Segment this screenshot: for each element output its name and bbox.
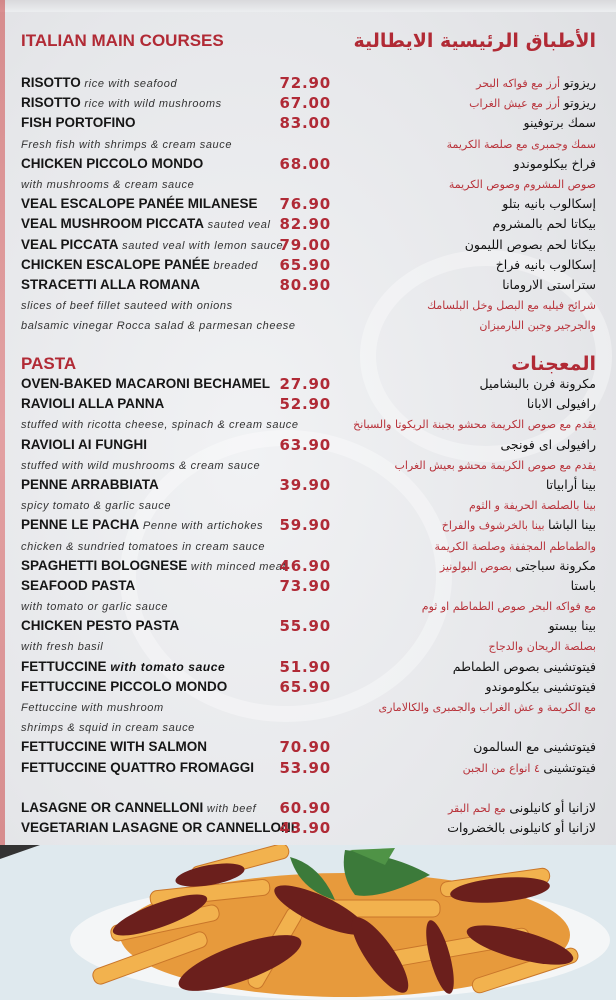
- item-price: 60.90: [279, 798, 331, 817]
- menu-item-row-ar: [316, 194, 596, 214]
- item-name: STRACETTI ALLA ROMANA: [21, 276, 200, 292]
- item-description: Penne with artichokes: [139, 520, 264, 533]
- item-name-ar: لازانيا أو كانيلونى بالخضروات: [447, 819, 596, 835]
- menu-item-row: [21, 255, 331, 275]
- menu-item-row: [21, 414, 331, 434]
- menu-item-row: [21, 536, 331, 556]
- item-description-ar: ٤ انواع من الجبن: [462, 761, 544, 775]
- menu-item-row: [21, 697, 331, 717]
- item-description: chicken & sundried tomatoes in cream sauce: [21, 540, 266, 553]
- section-title-pasta: PASTA: [21, 354, 77, 373]
- item-name: RISOTTO: [21, 75, 81, 90]
- item-name: OVEN-BAKED MACARONI BECHAMEL: [21, 376, 270, 391]
- item-price: 52.90: [279, 395, 331, 414]
- item-price: 82.90: [279, 215, 331, 234]
- item-name: VEAL ESCALOPE PANÉE MILANESE: [21, 196, 258, 212]
- menu-item-row: [21, 515, 331, 535]
- item-price: 59.90: [279, 516, 331, 535]
- menu-item-row-ar: [316, 576, 596, 596]
- menu-item-row-ar: [316, 556, 596, 576]
- item-name: CHICKEN PESTO PASTA: [21, 618, 180, 634]
- item-name-ar: سمك برتوفينو: [523, 115, 596, 131]
- lasagne-list-en: [21, 798, 331, 838]
- item-price: 73.90: [279, 576, 331, 595]
- item-name: FETTUCCINE QUATTRO FROMAGGI: [21, 759, 254, 775]
- item-name: SEAFOOD PASTA: [21, 577, 136, 593]
- menu-item-row: [21, 295, 331, 315]
- item-price: 65.90: [279, 255, 331, 274]
- menu-item-row: [21, 93, 331, 113]
- pasta-en: [21, 354, 331, 838]
- menu-item-row-ar: [316, 455, 596, 475]
- item-description: with minced meat: [187, 560, 287, 573]
- menu-item-row: [21, 556, 331, 576]
- menu-item-row-ar: [316, 93, 596, 113]
- menu-item-row-ar: [316, 214, 596, 234]
- section-title-pasta-ar: المعجنات: [511, 353, 596, 375]
- menu-item-row: [21, 134, 331, 154]
- menu-item-row-ar: [316, 275, 596, 295]
- item-name-ar: ريزوتو: [563, 75, 596, 90]
- item-price: 51.90: [279, 657, 331, 676]
- item-name-ar: لازانيا أو كانيلونى: [509, 799, 596, 815]
- item-description: spicy tomato & garlic sauce: [21, 500, 172, 513]
- item-name-ar: رافيولى اى فونجى: [500, 436, 596, 452]
- item-description: rice with seafood: [80, 78, 178, 90]
- item-name-ar: رافيولى الابانا: [526, 396, 596, 412]
- item-name-ar: باستا: [570, 577, 596, 593]
- menu-item-row: [21, 596, 331, 616]
- top-band: [0, 0, 616, 12]
- item-description-ar: والجرجير وجبن البارميزان: [479, 319, 596, 333]
- menu-item-row-ar: [316, 475, 596, 495]
- menu-item-row: [21, 235, 331, 255]
- item-name-ar: إسكالوب بانيه فراخ: [495, 256, 596, 272]
- item-name: CHICKEN ESCALOPE PANÉE: [21, 256, 210, 272]
- item-description-ar: صوص المشروم وصوص الكريمة: [448, 177, 596, 191]
- menu-item-row: [21, 374, 331, 394]
- item-description-ar: مع لحم البقر: [447, 801, 510, 815]
- item-description: with beef: [203, 802, 257, 815]
- menu-item-row: [21, 154, 331, 174]
- menu-item-row: [21, 275, 331, 295]
- item-name-ar: بيكاتا لحم بالمشروم: [492, 216, 596, 232]
- left-red-edge: [0, 0, 5, 845]
- item-price: 83.00: [279, 114, 331, 133]
- item-name-ar: فيتوتشينى: [543, 759, 596, 775]
- item-description: with mushrooms & cream sauce: [21, 178, 195, 191]
- menu-item-row: [21, 113, 331, 133]
- menu-item-row-ar: [316, 515, 596, 535]
- item-description: sauted veal with lemon sauce: [118, 239, 284, 252]
- item-price: 63.90: [279, 435, 331, 454]
- item-price: 67.00: [279, 94, 331, 113]
- item-name: LASAGNE OR CANNELLONI: [21, 799, 204, 815]
- main-courses-en: [21, 31, 331, 335]
- item-name: FETTUCCINE: [21, 658, 107, 674]
- item-description: Fettuccine with mushroom: [21, 702, 164, 714]
- item-name: FETTUCCINE WITH SALMON: [21, 739, 207, 755]
- menu-item-row: [21, 435, 331, 455]
- item-price: 80.90: [279, 275, 331, 294]
- item-description: sauted veal: [204, 219, 271, 232]
- menu-item-row-ar: [316, 235, 596, 255]
- item-name-ar: بينا الباشا: [548, 517, 596, 533]
- item-price: 53.90: [279, 758, 331, 777]
- menu-item-row-ar: [316, 495, 596, 515]
- menu-item-row-ar: [316, 737, 596, 757]
- lasagne-list-ar: [316, 798, 596, 838]
- item-description: balsamic vinegar Rocca salad & parmesan cheese: [21, 320, 296, 333]
- menu-item-row: [21, 636, 331, 656]
- item-description: stuffed with ricotta cheese, spinach & cream sauce: [21, 419, 299, 432]
- menu-item-row: [21, 394, 331, 414]
- menu-item-row-ar: [316, 636, 596, 656]
- item-price: 39.90: [279, 475, 331, 494]
- item-description-ar: أرز مع عيش الغراب: [469, 97, 564, 111]
- menu-item-row: [21, 616, 331, 636]
- item-name: PENNE LE PACHA: [21, 517, 140, 533]
- menu-item-row-ar: [316, 798, 596, 818]
- menu-item-row: [21, 194, 331, 214]
- item-description-ar: يقدم مع صوص الكريمة محشو بعيش الغراب: [394, 458, 596, 472]
- menu-item-row-ar: [316, 113, 596, 133]
- item-description: slices of beef fillet sauteed with onions: [21, 300, 233, 313]
- item-price: 27.90: [279, 375, 331, 393]
- item-description-ar: مع فواكه البحر صوص الطماطم او ثوم: [421, 600, 596, 614]
- item-description: breaded: [209, 259, 259, 272]
- section-title-main-courses-ar: الأطباق الرئيسية الايطالية: [353, 30, 596, 52]
- item-name-ar: ريزوتو: [563, 95, 596, 111]
- item-price: 70.90: [279, 738, 331, 757]
- item-description-ar: بصوص البولونيز: [439, 559, 516, 573]
- menu-item-row-ar: [316, 717, 596, 737]
- item-name-ar: مكرونة فرن بالبشاميل: [479, 376, 596, 391]
- item-name: RISOTTO: [21, 95, 81, 111]
- item-price: 43.90: [279, 818, 331, 837]
- menu-item-row-ar: [316, 154, 596, 174]
- menu-item-row-ar: [316, 174, 596, 194]
- item-description-ar: أرز مع فواكه البحر: [476, 77, 564, 90]
- item-name-ar: فيتوتشينى مع السالمون: [473, 739, 596, 755]
- menu-item-row: [21, 174, 331, 194]
- menu-item-row: [21, 315, 331, 335]
- item-description-ar: شرائح فيليه مع البصل وخل البلسامك: [427, 299, 596, 313]
- item-description-ar: بينا بالصلصة الحريفة و الثوم: [468, 499, 596, 513]
- menu-item-row-ar: [316, 255, 596, 275]
- pasta-list-en: [21, 374, 331, 778]
- menu-item-row-ar: [316, 414, 596, 434]
- menu-item-row-ar: [316, 616, 596, 636]
- item-name: VEAL PICCATA: [21, 236, 119, 252]
- item-price: 46.90: [279, 556, 331, 575]
- item-name-ar: بينا بيستو: [548, 618, 596, 634]
- menu-item-row-ar: [316, 697, 596, 717]
- penne-pasta-dish-photo: [0, 845, 616, 1000]
- pasta-ar: [316, 354, 596, 838]
- item-description-ar: مع الكريمة و عش الغراب والجمبرى والكالامارى: [378, 701, 596, 714]
- item-description: with fresh basil: [21, 641, 104, 654]
- item-name-ar: إسكالوب بانيه بتلو: [502, 196, 596, 212]
- item-name-ar: فراخ بيكلوموندو: [513, 155, 596, 171]
- item-name: SPAGHETTI BOLOGNESE: [21, 557, 188, 573]
- item-description-ar: بصلصة الريحان والدجاج: [488, 640, 596, 654]
- section-title-main-courses: ITALIAN MAIN COURSES: [21, 31, 224, 50]
- item-description: shrimps & squid in cream sauce: [21, 722, 195, 735]
- menu-item-row-ar: [316, 394, 596, 414]
- menu-item-row: [21, 657, 331, 677]
- menu-item-row: [21, 758, 331, 778]
- menu-item-row-ar: [316, 758, 596, 778]
- item-price: 55.90: [279, 617, 331, 636]
- menu-item-row-ar: [316, 374, 596, 394]
- menu-item-row: [21, 214, 331, 234]
- menu-item-row: [21, 455, 331, 475]
- menu-item-row: [21, 717, 331, 737]
- main-courses-list-ar: [316, 73, 596, 335]
- item-description: with tomato sauce: [106, 659, 226, 674]
- menu-item-row-ar: [316, 818, 596, 838]
- menu-item-row: [21, 818, 331, 838]
- menu-item-row: [21, 677, 331, 697]
- main-courses-ar: [316, 31, 596, 335]
- item-description: Fresh fish with shrimps & cream sauce: [21, 138, 233, 151]
- item-price: 76.90: [279, 195, 331, 214]
- item-description: with tomato or garlic sauce: [21, 601, 169, 614]
- menu-item-row: [21, 737, 331, 757]
- item-name-ar: مكرونة سباجتى: [515, 557, 596, 573]
- item-name-ar: بينا أرابياتا: [545, 476, 596, 492]
- item-price: 72.90: [279, 74, 331, 92]
- item-name: VEAL MUSHROOM PICCATA: [21, 216, 205, 232]
- item-price: 68.00: [279, 154, 331, 173]
- menu-item-row-ar: [316, 657, 596, 677]
- item-name-ar: ستراستى الارومانا: [502, 276, 596, 292]
- menu-item-row-ar: [316, 677, 596, 697]
- item-name: FISH PORTOFINO: [21, 115, 136, 131]
- item-name: FETTUCCINE PICCOLO MONDO: [21, 678, 228, 694]
- item-description: rice with wild mushrooms: [80, 98, 222, 111]
- menu-item-row: [21, 576, 331, 596]
- item-name: PENNE ARRABBIATA: [21, 476, 159, 492]
- item-price: 65.90: [279, 677, 331, 696]
- item-description-ar: سمك وجمبرى مع صلصة الكريمة: [446, 137, 596, 151]
- main-courses-list-en: [21, 73, 331, 335]
- pasta-list-ar: [316, 374, 596, 778]
- item-name: RAVIOLI ALLA PANNA: [21, 396, 165, 412]
- item-name: CHICKEN PICCOLO MONDO: [21, 155, 204, 171]
- item-description-ar: بينا بالخرشوف والفراخ: [441, 519, 549, 533]
- menu-item-row: [21, 73, 331, 93]
- item-name-ar: بيكاتا لحم بصوص الليمون: [464, 236, 596, 252]
- item-description-ar: والطماطم المجففة وصلصة الكريمة: [434, 539, 596, 553]
- menu-item-row: [21, 475, 331, 495]
- menu-item-row-ar: [316, 134, 596, 154]
- menu-item-row-ar: [316, 315, 596, 335]
- item-description: stuffed with wild mushrooms & cream sauce: [21, 459, 261, 472]
- item-price: 79.00: [279, 235, 331, 254]
- item-name-ar: فيتوتشينى بيكلوموندو: [485, 678, 596, 694]
- menu-item-row-ar: [316, 596, 596, 616]
- menu-item-row-ar: [316, 435, 596, 455]
- item-name: VEGETARIAN LASAGNE OR CANNELLONI: [21, 819, 295, 835]
- menu-item-row: [21, 798, 331, 818]
- menu-item-row-ar: [316, 73, 596, 93]
- item-description-ar: يقدم مع صوص الكريمة محشو بجبنة الريكوتا والسبانخ: [353, 418, 596, 432]
- item-name-ar: فيتوتشينى بصوص الطماطم: [452, 658, 596, 674]
- menu-item-row-ar: [316, 295, 596, 315]
- menu-item-row: [21, 495, 331, 515]
- menu-item-row-ar: [316, 536, 596, 556]
- item-name: RAVIOLI AI FUNGHI: [21, 436, 147, 452]
